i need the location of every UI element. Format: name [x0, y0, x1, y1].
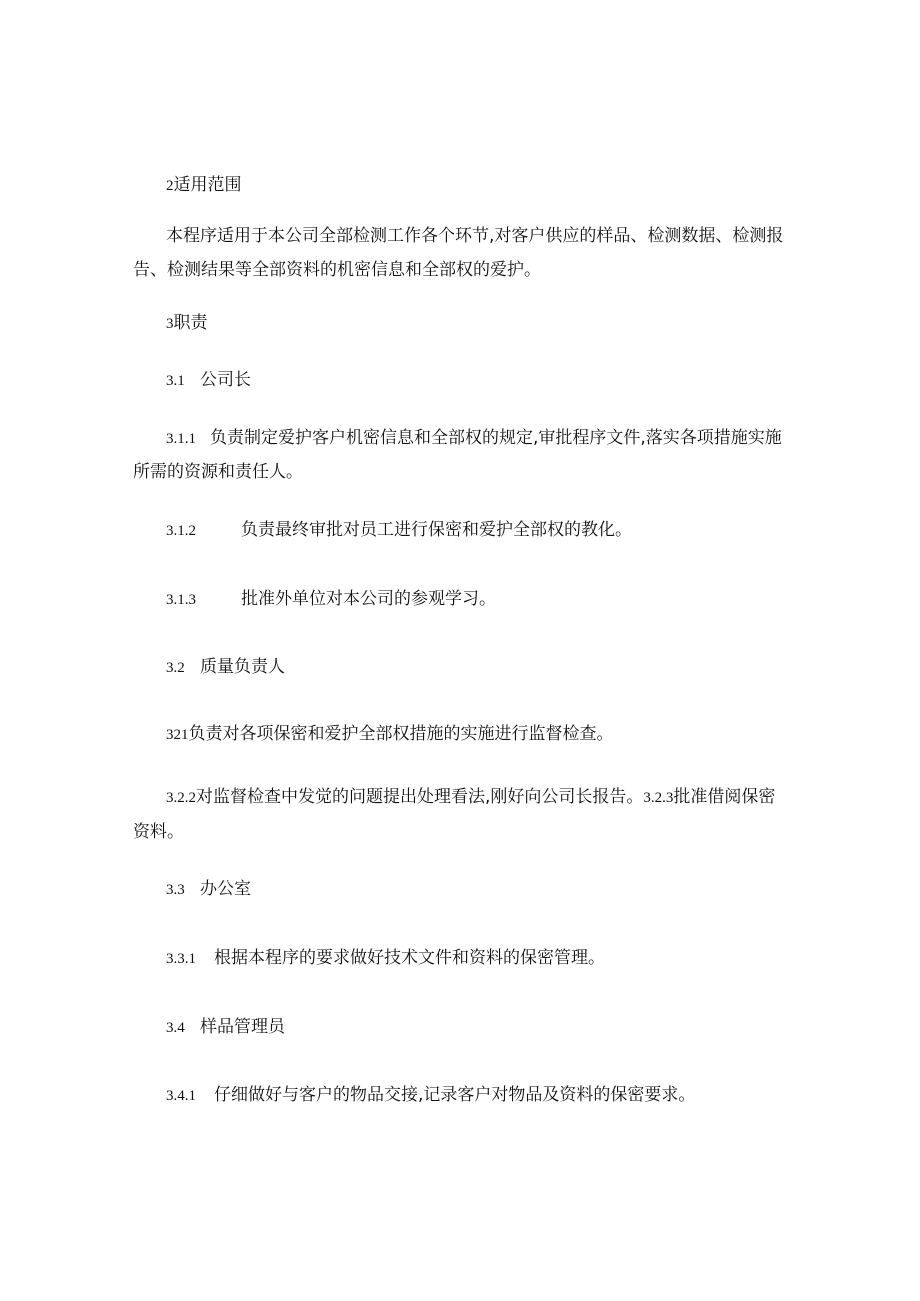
section-3-1-1-line-1	[166, 428, 782, 449]
section-title: 样品管理员	[200, 1017, 285, 1037]
section-title: 办公室	[200, 879, 251, 899]
section-title: 公司长	[200, 370, 251, 390]
paragraph-text: 批准借阅保密	[673, 787, 776, 807]
section-number: 3.3.1	[166, 951, 196, 967]
paragraph-text: 仔细做好与客户的物品交接,记录客户对物品及资料的保密要求。	[214, 1085, 696, 1105]
paragraph-text: 对监督检查中发觉的问题提出处理看法,刚好向公司长报告。	[196, 787, 644, 807]
section-title: 适用范围	[173, 175, 242, 195]
section-3-2-2-line-1	[166, 787, 775, 808]
section-number: 3.2.3	[643, 790, 674, 806]
section-3-4-heading	[166, 1017, 285, 1038]
section-3-2-2-line-2: 资料。	[133, 822, 184, 842]
section-3-heading	[166, 313, 208, 334]
section-3-1-1-line-2: 所需的资源和责任人。	[133, 462, 303, 482]
paragraph-text: 批准外单位对本公司的参观学习。	[241, 589, 496, 609]
section-number: 3.2.2	[166, 790, 196, 806]
section-3-2-1	[166, 724, 614, 745]
section-title: 职责	[173, 313, 208, 333]
section-number: 2	[166, 178, 174, 194]
section-2-body-line-1: 本程序适用于本公司全部检测工作各个环节,对客户供应的样品、检测数据、检测报	[166, 226, 784, 246]
section-3-3-heading	[166, 879, 251, 900]
section-number: 3.1	[166, 373, 185, 389]
section-number: 3.4	[166, 1020, 185, 1036]
section-title: 质量负责人	[200, 657, 285, 677]
section-number: 3	[166, 316, 174, 332]
section-2-body-line-2: 告、检测结果等全部资料的机密信息和全部权的爱护。	[133, 260, 541, 280]
section-2-heading	[166, 175, 242, 196]
section-number: 3.4.1	[166, 1088, 196, 1104]
section-number: 3.1.3	[166, 592, 196, 608]
paragraph-text: 负责制定爱护客户机密信息和全部权的规定,审批程序文件,落实各项措施实施	[210, 428, 782, 448]
section-number: 3.1.1	[166, 431, 196, 447]
paragraph-text: 负责最终审批对员工进行保密和爱护全部权的教化。	[241, 520, 632, 540]
section-number: 3.2	[166, 660, 185, 676]
section-number: 3.1.2	[166, 523, 196, 539]
section-3-1-3	[166, 589, 496, 610]
section-3-4-1	[166, 1085, 695, 1106]
paragraph-text: 根据本程序的要求做好技术文件和资料的保密管理。	[214, 948, 605, 968]
section-number: 321	[166, 727, 189, 743]
section-3-3-1	[166, 948, 605, 969]
section-number: 3.3	[166, 882, 185, 898]
section-3-2-heading	[166, 657, 285, 678]
paragraph-text: 负责对各项保密和爱护全部权措施的实施进行监督检查。	[188, 724, 614, 744]
section-3-1-heading	[166, 370, 251, 391]
section-3-1-2	[166, 520, 632, 541]
